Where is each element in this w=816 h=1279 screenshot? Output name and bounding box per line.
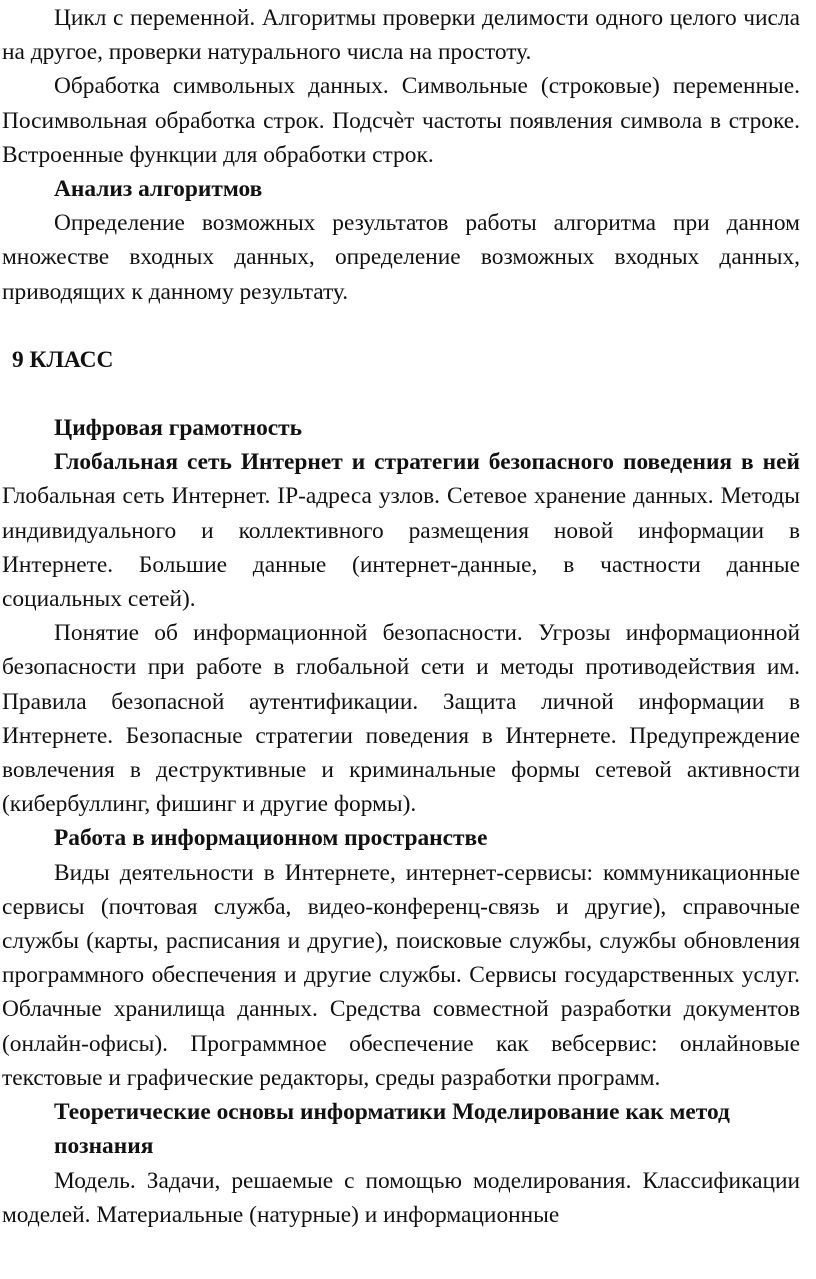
paragraph-internet-text: Глобальная сеть Интернет. IP-адреса узлов. Сетевое хранение данных. Методы индивидуального и коллективного размещения новой информации в Интернете. Большие данные (интернет-данные, в частности данные социальных сетей). bbox=[2, 483, 800, 613]
paragraph-information-security: Понятие об информационной безопасности. Угрозы информационной безопасности при работе в глобальной сети и методы противодействия им. Правила безопасной аутентификации. Защита личной информации в Интернете. Безопасные стратегии поведения в Интернете. Предупреждение вовлечения в деструктивные и криминальные формы сетевой активности (кибербуллинг, фишинг и другие формы). bbox=[2, 620, 800, 818]
paragraph-internet bbox=[2, 445, 800, 616]
heading-information-space: Работа в информационном пространстве bbox=[54, 825, 488, 852]
heading-digital-literacy: Цифровая грамотность bbox=[54, 415, 303, 442]
paragraph-algorithm-analysis: Определение возможных результатов работы алгоритма при данном множестве входных данных, определение возможных входных данных, приводящих к данному результату. bbox=[2, 210, 800, 305]
paragraph-string-processing: Обработка символьных данных. Символьные (строковые) переменные. Посимвольная обработка строк. Подсчѐт частоты появления символа в строке. Встроенные функции для обработки строк. bbox=[2, 73, 800, 168]
paragraph-models: Модель. Задачи, решаемые с помощью моделирования. Классификации моделей. Материальные (натурные) и информационные bbox=[2, 1167, 800, 1228]
spacer bbox=[2, 377, 800, 411]
paragraph-internet-services: Виды деятельности в Интернете, интернет-сервисы: коммуникационные сервисы (почтовая служба, видео-конференц-связь и другие), справочные службы (карты, расписания и другие), поисковые службы, службы обновления программного обеспечения и другие службы. Сервисы государственных услуг. Облачные хранилища данных. Средства совместной разработки документов (онлайн-офисы). Программное обеспечение как вебсервис: онлайновые текстовые и графические редакторы, среды разработки программ. bbox=[2, 859, 800, 1091]
heading-grade-9: 9 КЛАСС bbox=[12, 346, 114, 373]
heading-algorithm-analysis: Анализ алгоритмов bbox=[54, 176, 263, 203]
spacer bbox=[2, 309, 800, 343]
paragraph-loops: Цикл с переменной. Алгоритмы проверки делимости одного целого числа на другое, проверки натурального числа на простоту. bbox=[2, 5, 800, 66]
heading-theoretical-foundations: Теоретические основы информатики Моделирование как метод познания bbox=[54, 1099, 730, 1160]
heading-internet-safety: Глобальная сеть Интернет и стратегии безопасного поведения в ней bbox=[54, 449, 800, 476]
